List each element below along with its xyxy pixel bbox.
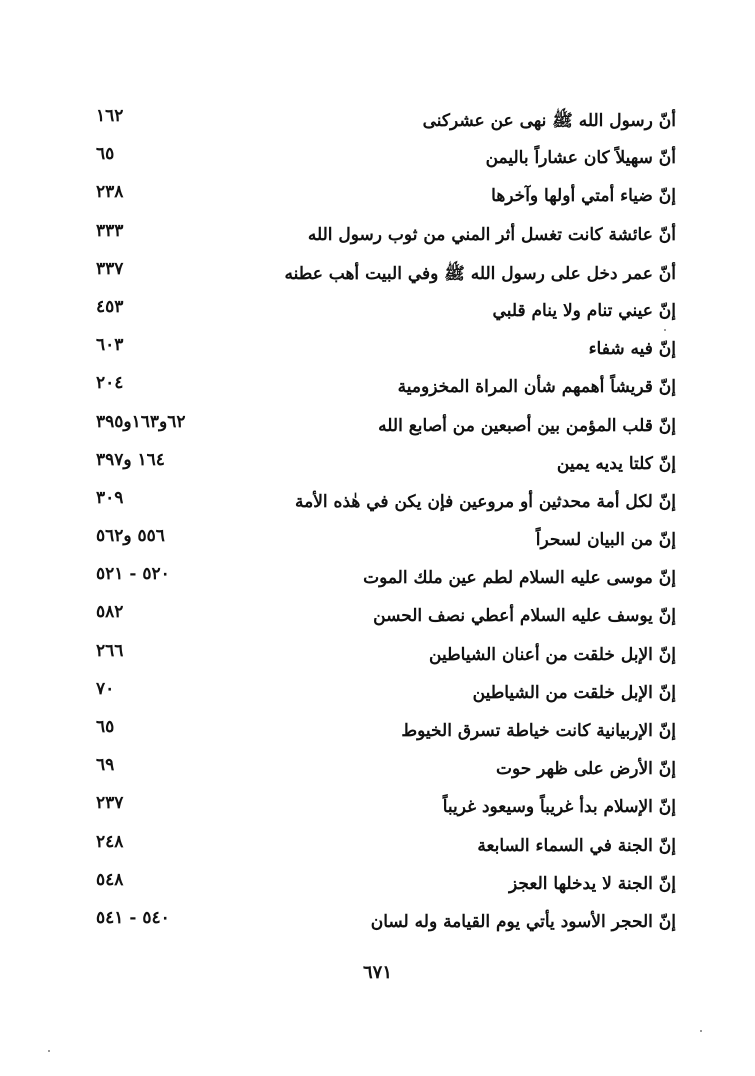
hadith-text: إنّ الإبل خلقت من الشياطين [472,682,676,703]
page-reference: ٦٠٣ [96,335,124,356]
index-entry [96,602,676,640]
page-reference: ٦٥ [96,717,115,737]
hadith-text: إنّ من البيان لسحراً [535,530,676,551]
page-reference: ١٦٢ [96,106,124,126]
index-entry [96,908,676,946]
page-reference: ٥٨٢ [96,602,124,623]
page-reference: ٣٣٧ [96,258,124,279]
page-reference: ٣٣٣ [96,220,124,241]
index-entry [96,717,676,755]
page-reference: ٤٥٣ [96,296,124,317]
print-speck [48,1050,50,1052]
page-reference: ٥٤٠ - ٥٤١ [96,907,170,928]
print-speck [664,329,666,331]
hadith-index-list [96,106,676,946]
index-entry [96,106,676,144]
hadith-text: إنّ يوسف عليه السلام أعطي نصف الحسن [373,606,676,627]
page-reference: ٢٤٨ [96,831,124,852]
index-entry [96,450,676,488]
page-reference: ٧٠ [96,678,115,699]
hadith-text: أنّ عائشة كانت تغسل أثر المني من ثوب رسول الله [307,224,676,245]
page-reference: ٣٠٩ [96,487,124,508]
page-number: ٦٧١ [362,962,392,983]
hadith-text: إنّ الجنة لا يدخلها العجز [509,873,676,894]
page-reference: ٥٢٠ - ٥٢١ [96,564,170,585]
hadith-text: إنّ الأرض على ظهر حوت [495,759,676,780]
page-reference: ٦٥ [96,144,115,165]
index-entry [96,564,676,602]
hadith-text: إنّ الحجر الأسود يأتي يوم القيامة وله لسان [370,911,676,932]
hadith-text: إنّ الإسلام بدأ غريباً وسيعود غريباً [442,797,676,818]
page-reference: ٦٩ [96,755,115,776]
index-entry [96,832,676,870]
index-entry [96,679,676,717]
page-reference: ٥٤٨ [96,869,124,890]
hadith-text: أنّ سهيلاً كان عشاراً باليمن [485,148,676,169]
hadith-text: إنّ كلتا يديه يمين [556,453,676,474]
index-entry [96,870,676,908]
hadith-text: إنّ موسى عليه السلام لطم عين ملك الموت [363,568,676,589]
index-entry [96,793,676,831]
page-reference: ٢٦٦ [96,640,124,661]
page-reference: ٢٣٧ [96,793,124,814]
index-entry [96,373,676,411]
index-entry [96,755,676,793]
page-reference: ٥٥٦ و٥٦٢ [96,526,165,547]
hadith-text: إنّ قريشاً أهمهم شأن المراة المخزومية [397,377,676,398]
page-reference: ١٦٤ و٣٩٧ [96,449,165,470]
hadith-text: أنّ رسول الله ﷺ نهى عن عشركنى [422,111,676,131]
hadith-text: إنّ الإبل خلقت من أعنان الشياطين [429,644,676,665]
hadith-text: إنّ لكل أمة محدثين أو مروعين فإن يكن في هٰذه الأمة [294,491,676,512]
print-speck [700,1030,702,1032]
hadith-text: إنّ الإربيانية كانت خياطة تسرق الخيوط [401,721,676,741]
index-entry [96,144,676,182]
index-entry [96,335,676,373]
hadith-text: إنّ قلب المؤمن بين أصبعين من أصابع الله [378,415,676,436]
page-reference: ٢٠٤ [96,373,124,394]
hadith-text: إنّ فيه شفاء [588,339,676,360]
index-entry [96,641,676,679]
page-reference: ٦٢و١٦٣و٣٩٥ [96,411,186,432]
index-entry [96,259,676,297]
index-entry [96,526,676,564]
hadith-text: أنّ عمر دخل على رسول الله ﷺ وفي البيت أهب عطنه [284,263,676,284]
index-entry [96,221,676,259]
page-reference: ٢٣٨ [96,182,124,203]
index-entry [96,182,676,220]
hadith-text: إنّ عيني تنام ولا ينام قلبي [492,300,676,321]
index-entry [96,297,676,335]
hadith-text: إنّ ضياء أمتي أولها وآخرها [491,186,676,207]
hadith-text: إنّ الجنة في السماء السابعة [477,835,676,856]
index-entry [96,488,676,526]
index-entry [96,412,676,450]
